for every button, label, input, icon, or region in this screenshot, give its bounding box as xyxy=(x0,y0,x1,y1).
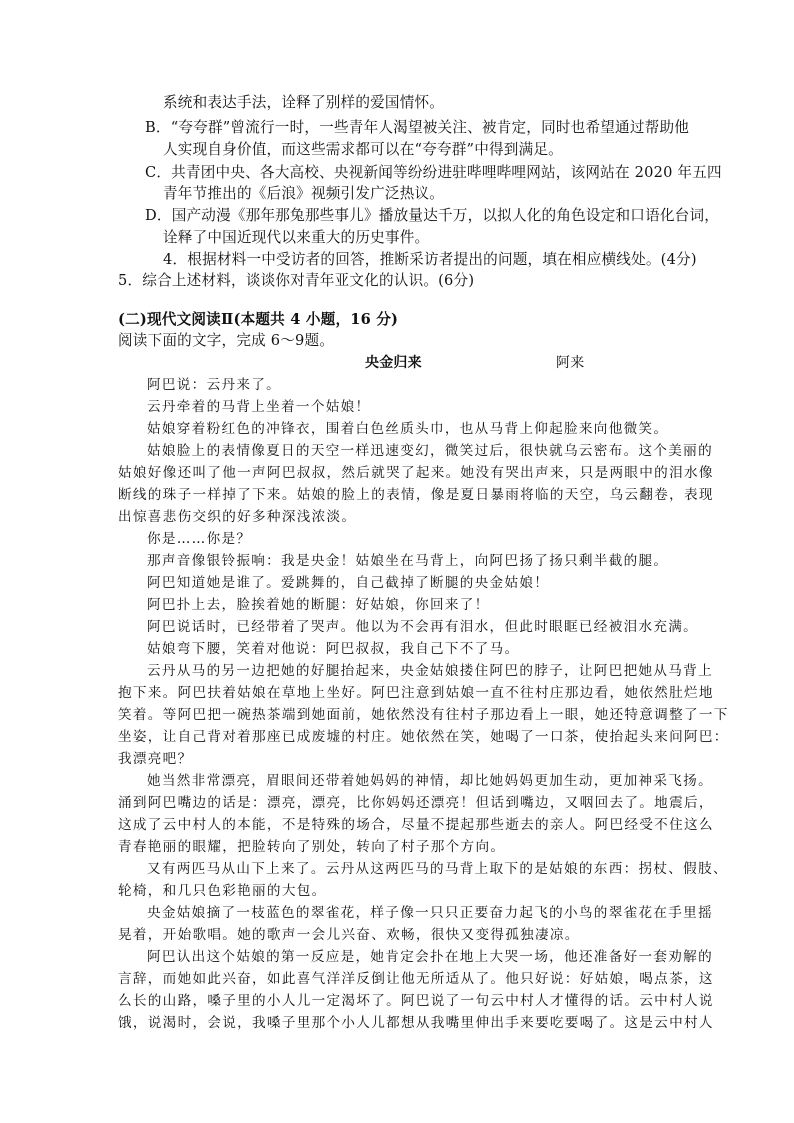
story-line: 姑娘好像还叫了他一声阿巴叔叔，然后就哭了起来。她没有哭出声来，只是两眼中的泪水像 xyxy=(118,465,714,481)
story-line: 阿巴知道她是谁了。爱跳舞的，自己截掉了断腿的央金姑娘！ xyxy=(147,575,550,591)
story-line: 你是……你是？ xyxy=(147,531,252,547)
story-line: 阿巴说话时，已经带着了哭声。他以为不会再有泪水，但此时眼眶已经被泪水充满。 xyxy=(147,619,699,635)
story-line: 阿巴说：云丹来了。 xyxy=(147,377,282,393)
story-line: 我漂亮吧？ xyxy=(118,751,193,767)
option-b-line2: 人实现自身价值，而这些需求都可以在“夸夸群”中得到满足。 xyxy=(163,141,563,158)
story-line: 那声音像银铃振响：我是央金！姑娘坐在马背上，向阿巴扬了扬只剩半截的腿。 xyxy=(147,553,669,569)
story-line: 饿，说渴时，会说，我嗓子里那个小人儿都想从我嘴里伸出手来要吃要喝了。这是云中村人 xyxy=(118,1015,714,1031)
section-heading: (二)现代文阅读Ⅱ(本题共 4 小题，16 分) xyxy=(118,311,399,328)
option-d-line1: D．国产动漫《那年那兔那些事儿》播放量达千万，以拟人化的角色设定和口语化台词， xyxy=(145,207,720,224)
option-b-line1: B．“夸夸群”曾流行一时，一些青年人渴望被关注、被肯定，同时也希望通过帮助他 xyxy=(145,119,690,136)
story-line: 晃着，开始歌唱。她的歌声一会儿兴奋、欢畅，很快又变得孤独凄凉。 xyxy=(118,927,580,943)
story-title: 央金归来 xyxy=(365,355,422,371)
story-line: 云丹牵着的马背上坐着一个姑娘！ xyxy=(147,399,371,415)
story-line: 抱下来。阿巴扶着姑娘在草地上坐好。阿巴注意到姑娘一直不往村庄那边看，她依然肚烂地 xyxy=(118,685,714,701)
story-line: 这成了云中村人的本能，不是特殊的场合，尽量不提起那些逝去的亲人。阿巴经受不住这么 xyxy=(118,817,714,833)
option-a-continuation: 系统和表达手法，诠释了别样的爱国情怀。 xyxy=(163,94,445,111)
story-line: 她当然非常漂亮，眉眼间还带着她妈妈的神情，却比她妈妈更加生动，更加神采飞扬。 xyxy=(147,773,713,789)
story-line: 央金姑娘摘了一枝蓝色的翠雀花，样子像一只只正要奋力起飞的小鸟的翠雀花在手里摇 xyxy=(147,905,713,921)
question-4: 4．根据材料一中受访者的回答，推断采访者提出的问题，填在相应横线处。(4分) xyxy=(163,251,697,268)
reading-instruction: 阅读下面的文字，完成 6～9题。 xyxy=(118,332,335,349)
story-line: 坐姿，让自己背对着那座已成废墟的村庄。她依然在笑，她喝了一口茶，使抬起头来问阿巴： xyxy=(118,729,729,745)
story-line: 阿巴认出这个姑娘的第一反应是，她肯定会扑在地上大哭一场，他还准备好一套劝解的 xyxy=(147,949,713,965)
option-d-line2: 诠释了中国近现代以来重大的历史事件。 xyxy=(163,229,430,246)
story-line: 断线的珠子一样掉了下来。姑娘的脸上的表情，像是夏日暴雨将临的天空，乌云翻卷，表现 xyxy=(118,487,714,503)
story-line: 涌到阿巴嘴边的话是：漂亮，漂亮，比你妈妈还漂亮！但话到嘴边，又咽回去了。地震后， xyxy=(118,795,714,811)
story-line: 阿巴扑上去，脸挨着她的断腿：好姑娘，你回来了！ xyxy=(147,597,490,613)
story-line: 么长的山路，嗓子里的小人儿一定渴坏了。阿巴说了一句云中村人才懂得的话。云中村人说 xyxy=(118,993,714,1009)
story-line: 云丹从马的另一边把她的好腿抬起来，央金姑娘搂住阿巴的脖子，让阿巴把她从马背上 xyxy=(147,663,713,679)
story-line: 姑娘穿着粉红色的冲锋衣，围着白色丝质头巾，也从马背上仰起脸来向他微笑。 xyxy=(147,421,669,437)
story-line: 又有两匹马从山下上来了。云丹从这两匹马的马背上取下的是姑娘的东西：拐杖、假肢、 xyxy=(147,861,728,877)
story-line: 笑着。等阿巴把一碗热茶端到她面前，她依然没有往村子那边看上一眼，她还特意调整了一下 xyxy=(118,707,729,723)
story-line: 姑娘弯下腰，笑着对他说：阿巴叔叔，我自己下不了马。 xyxy=(147,641,520,657)
story-line: 姑娘脸上的表情像夏日的天空一样迅速变幻，微笑过后，很快就乌云密布。这个美丽的 xyxy=(147,443,713,459)
story-line: 出惊喜悲伤交织的好多种深浅浓淡。 xyxy=(118,509,357,525)
story-author: 阿来 xyxy=(556,355,585,371)
option-c-line1: C．共青团中央、各大高校、央视新闻等纷纷进驻哔哩哔哩网站，该网站在 2020 年五四 xyxy=(145,164,722,181)
question-5: 5．综合上述材料，谈谈你对青年亚文化的认识。(6分) xyxy=(118,272,475,289)
story-line: 言辞，而她如此兴奋，如此喜气洋洋反倒让他无所适从了。他只好说：好姑娘，喝点茶，这 xyxy=(118,971,714,987)
story-line: 轮椅，和几只色彩艳丽的大包。 xyxy=(118,883,327,899)
option-c-line2: 青年节推出的《后浪》视频引发广泛热议。 xyxy=(163,185,445,202)
story-line: 青春艳丽的眼耀，把脸转向了别处，转向了村子那个方向。 xyxy=(118,839,506,855)
